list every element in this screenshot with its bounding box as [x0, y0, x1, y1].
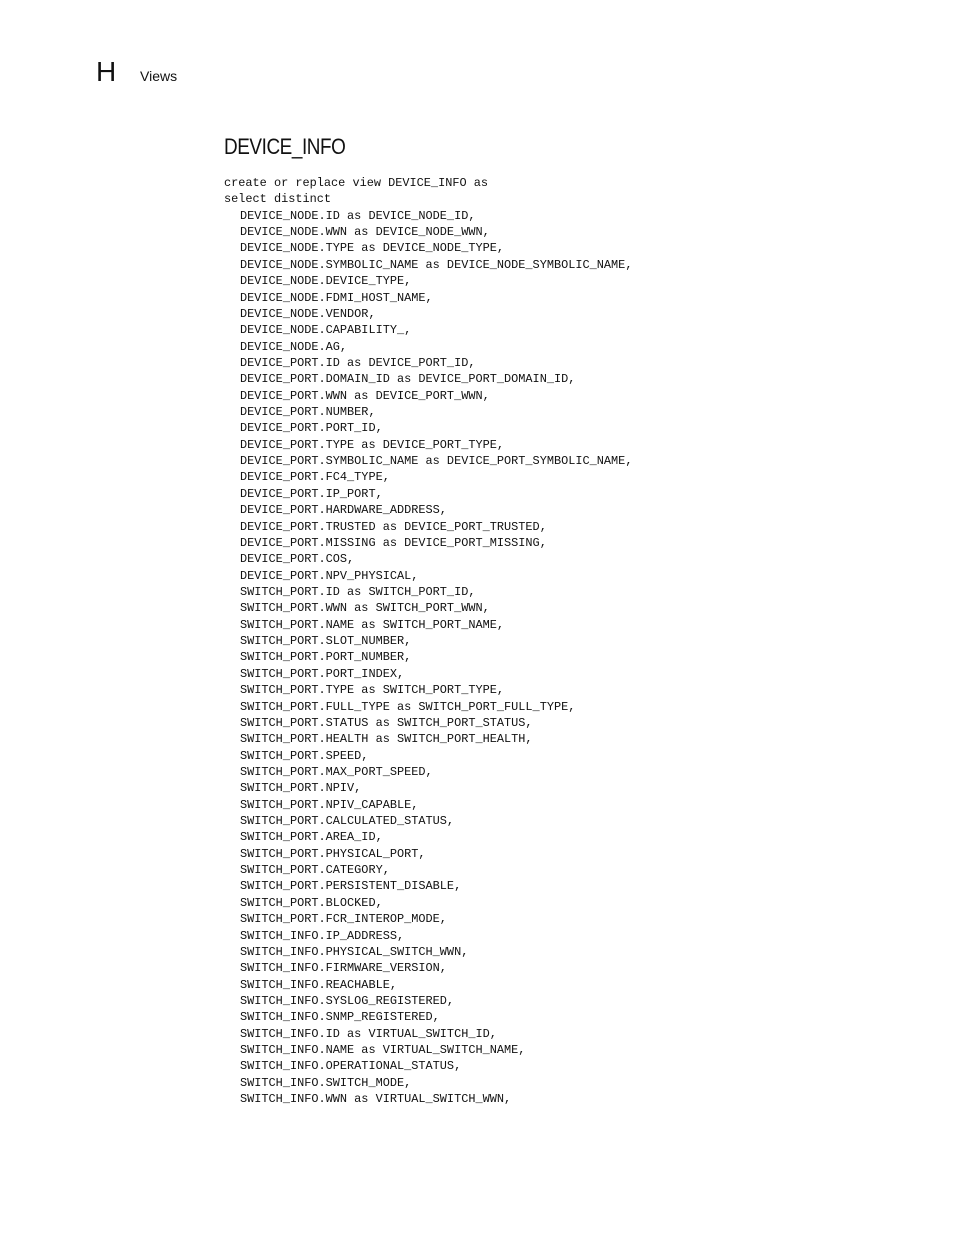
sql-column-line: SWITCH_INFO.ID as VIRTUAL_SWITCH_ID, [240, 1026, 497, 1041]
sql-column-line: DEVICE_NODE.CAPABILITY_, [240, 323, 412, 338]
page-header [96, 56, 177, 88]
sql-column-line: DEVICE_NODE.VENDOR, [240, 306, 376, 321]
sql-column-line: DEVICE_PORT.NPV_PHYSICAL, [240, 568, 419, 583]
sql-column-line: SWITCH_PORT.NAME as SWITCH_PORT_NAME, [240, 617, 505, 632]
sql-column-line: SWITCH_INFO.FIRMWARE_VERSION, [240, 961, 447, 976]
sql-column-line: SWITCH_PORT.WWN as SWITCH_PORT_WWN, [240, 601, 490, 616]
sql-column-line: SWITCH_PORT.TYPE as SWITCH_PORT_TYPE, [240, 683, 505, 698]
sql-column-line: SWITCH_PORT.ID as SWITCH_PORT_ID, [240, 584, 476, 599]
sql-column-line: SWITCH_INFO.OPERATIONAL_STATUS, [240, 1059, 462, 1074]
sql-statement-line: create or replace view DEVICE_INFO as [224, 176, 489, 190]
sql-column-line: SWITCH_PORT.FULL_TYPE as SWITCH_PORT_FULL_TYPE, [240, 699, 576, 714]
sql-statement-line: select distinct [224, 192, 332, 207]
sql-column-line: DEVICE_NODE.SYMBOLIC_NAME as DEVICE_NODE_SYMBOLIC_NAME, [240, 257, 633, 272]
sql-column-line: SWITCH_INFO.IP_ADDRESS, [240, 928, 405, 943]
section-title: Views [140, 68, 178, 84]
sql-column-line: SWITCH_INFO.NAME as VIRTUAL_SWITCH_NAME, [240, 1043, 526, 1058]
sql-column-line: DEVICE_PORT.SYMBOLIC_NAME as DEVICE_PORT_SYMBOLIC_NAME, [240, 454, 633, 469]
sql-column-line: DEVICE_NODE.FDMI_HOST_NAME, [240, 290, 433, 305]
sql-column-line: DEVICE_NODE.AG, [240, 339, 348, 354]
sql-column-line: SWITCH_INFO.SYSLOG_REGISTERED, [240, 993, 455, 1008]
sql-column-line: SWITCH_INFO.SNMP_REGISTERED, [240, 1010, 440, 1025]
sql-column-line: SWITCH_PORT.NPIV, [240, 781, 362, 796]
sql-column-line: SWITCH_PORT.PERSISTENT_DISABLE, [240, 879, 462, 894]
sql-code-block [224, 175, 632, 1107]
sql-column-line: SWITCH_PORT.AREA_ID, [240, 830, 383, 845]
sql-column-line: SWITCH_PORT.NPIV_CAPABLE, [240, 797, 419, 812]
sql-column-line: DEVICE_PORT.NUMBER, [240, 405, 376, 420]
sql-column-line: SWITCH_PORT.MAX_PORT_SPEED, [240, 764, 433, 779]
sql-column-line: SWITCH_PORT.CALCULATED_STATUS, [240, 814, 455, 829]
sql-column-line: SWITCH_INFO.WWN as VIRTUAL_SWITCH_WWN, [240, 1092, 512, 1107]
sql-column-line: DEVICE_PORT.FC4_TYPE, [240, 470, 390, 485]
sql-column-line: SWITCH_PORT.PORT_NUMBER, [240, 650, 412, 665]
sql-column-line: DEVICE_NODE.ID as DEVICE_NODE_ID, [240, 208, 476, 223]
sql-column-line: SWITCH_PORT.PHYSICAL_PORT, [240, 846, 426, 861]
sql-column-line: DEVICE_PORT.WWN as DEVICE_PORT_WWN, [240, 388, 490, 403]
sql-column-line: DEVICE_PORT.HARDWARE_ADDRESS, [240, 503, 447, 518]
sql-column-line: DEVICE_PORT.DOMAIN_ID as DEVICE_PORT_DOMAIN_ID, [240, 372, 576, 387]
sql-column-line: DEVICE_PORT.TRUSTED as DEVICE_PORT_TRUSTED, [240, 519, 547, 534]
sql-column-line: SWITCH_PORT.FCR_INTEROP_MODE, [240, 912, 447, 927]
view-title: DEVICE_INFO [224, 134, 346, 159]
sql-column-line: SWITCH_PORT.HEALTH as SWITCH_PORT_HEALTH, [240, 732, 533, 747]
sql-column-line: SWITCH_PORT.CATEGORY, [240, 863, 390, 878]
appendix-letter: H [96, 56, 117, 87]
sql-column-line: DEVICE_PORT.IP_PORT, [240, 486, 383, 501]
sql-column-line: SWITCH_INFO.SWITCH_MODE, [240, 1075, 412, 1090]
sql-column-line: DEVICE_PORT.MISSING as DEVICE_PORT_MISSING, [240, 535, 547, 550]
sql-column-line: SWITCH_PORT.PORT_INDEX, [240, 666, 405, 681]
sql-column-line: DEVICE_NODE.DEVICE_TYPE, [240, 274, 412, 289]
sql-column-line: DEVICE_NODE.WWN as DEVICE_NODE_WWN, [240, 225, 490, 240]
sql-column-line: SWITCH_INFO.PHYSICAL_SWITCH_WWN, [240, 944, 469, 959]
sql-column-line: SWITCH_PORT.SLOT_NUMBER, [240, 634, 412, 649]
sql-column-line: SWITCH_PORT.STATUS as SWITCH_PORT_STATUS, [240, 715, 533, 730]
sql-column-line: DEVICE_PORT.TYPE as DEVICE_PORT_TYPE, [240, 437, 505, 452]
sql-column-line: DEVICE_PORT.PORT_ID, [240, 421, 383, 436]
sql-column-line: DEVICE_PORT.COS, [240, 552, 355, 567]
sql-column-line: DEVICE_PORT.ID as DEVICE_PORT_ID, [240, 355, 476, 370]
sql-column-line: SWITCH_PORT.BLOCKED, [240, 895, 383, 910]
sql-column-line: SWITCH_PORT.SPEED, [240, 748, 369, 763]
sql-column-line: DEVICE_NODE.TYPE as DEVICE_NODE_TYPE, [240, 241, 505, 256]
sql-column-line: SWITCH_INFO.REACHABLE, [240, 977, 397, 992]
